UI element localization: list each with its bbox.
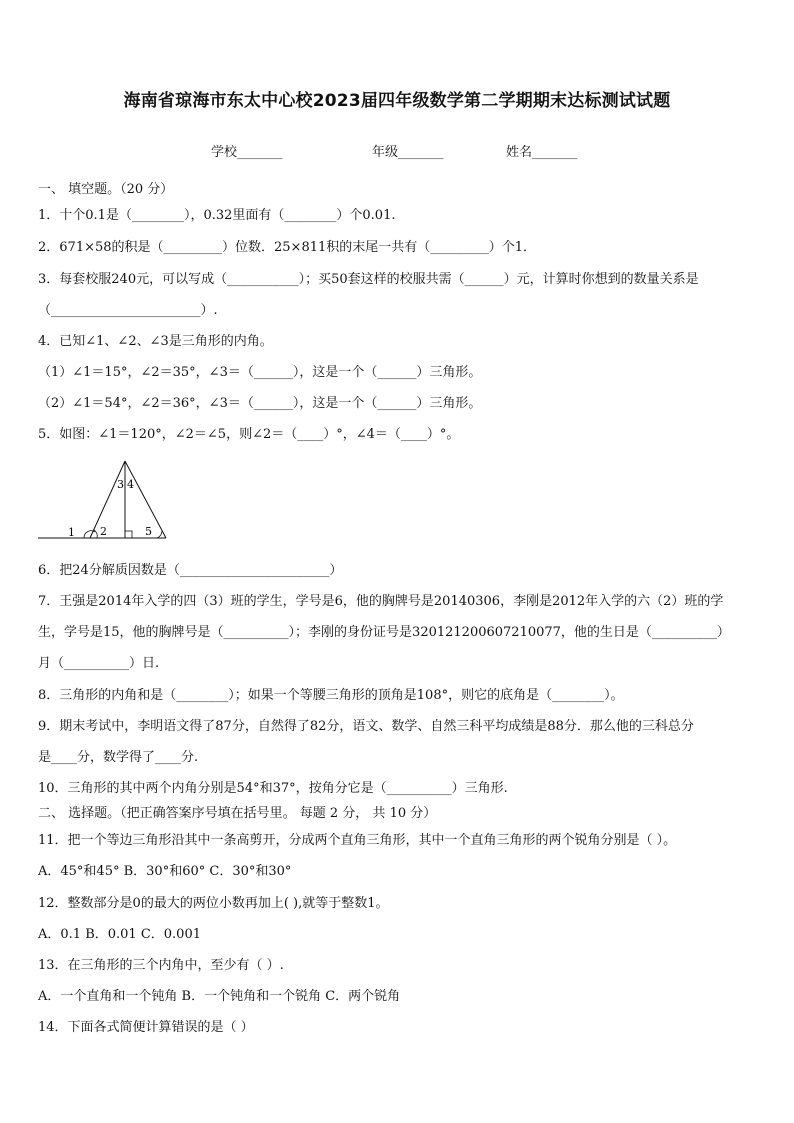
angle-1-label: 1 [68,526,75,539]
question-7-cont-2: 月（__________）日. [38,656,160,671]
question-13-options: A．一个直角和一个钝角 B．一个钝角和一个锐角 C．两个锐角 [38,989,401,1004]
question-12: 12．整数部分是0的最大的两位小数再加上( ),就等于整数1。 [38,896,389,911]
question-3: 3．每套校服240元，可以写成（___________）；买50套这样的校服共需（______）元，计算时你想到的数量关系是 [38,272,699,287]
angle-4-label: 4 [127,478,134,491]
page-title: 海南省琼海市东太中心校2023届四年级数学第二学期期末达标测试试题 [123,91,671,111]
question-9: 9．期末考试中，李明语文得了87分，自然得了82分，语文、数学、自然三科平均成绩是88分．那么他的三科总分 [38,719,694,734]
question-2: 2．671×58的积是（_________）位数．25×811积的末尾一共有（_________）个1． [38,240,537,255]
question-10: 10．三角形的其中两个内角分别是54°和37°，按角分它是（__________）三角形. [38,781,508,796]
question-4-part-2: （2）∠1＝54°，∠2＝36°，∠3＝（______），这是一个（______）三角形。 [38,396,482,411]
question-8: 8．三角形的内角和是（________）；如果一个等腰三角形的顶角是108°，则它的底角是（________）。 [38,688,624,703]
triangle-figure [38,458,178,544]
question-7: 7．王强是2014年入学的四（3）班的学生，学号是6，他的胸牌号是20140306，李刚是2012年入学的六（2）班的学 [38,594,724,609]
angle-2-label: 2 [100,525,107,538]
question-4: 4．已知∠1、∠2、∠3是三角形的内角。 [38,334,273,349]
question-12-options: A．0.1 B．0.01 C．0.001 [38,927,201,942]
grade-field: 年级_______ [372,145,444,160]
question-14: 14．下面各式简便计算错误的是（ ） [38,1020,254,1035]
question-7-cont-1: 生，学号是15，他的胸牌号是（__________）；李刚的身份证号是320121200607210077，他的生日是（__________） [38,625,730,640]
section-1-heading: 一、 填空题。（20 分） [38,182,174,197]
angle-5-label: 5 [145,525,152,538]
question-1: 1．十个0.1是（________），0.32里面有（________）个0.01. [38,208,396,223]
question-11-options: A．45°和45° B．30°和60° C．30°和30° [38,864,292,879]
question-11: 11．把一个等边三角形沿其中一条高剪开，分成两个直角三角形，其中一个直角三角形的两个锐角分别是（ ）。 [38,833,677,848]
section-2-heading: 二、 选择题。（把正确答案序号填在括号里。 每题 2 分， 共 10 分） [38,806,437,821]
question-4-part-1: （1）∠1＝15°，∠2＝35°，∠3＝（______），这是一个（______）三角形。 [38,365,482,380]
question-5: 5．如图：∠1＝120°，∠2＝∠5，则∠2＝（____）°，∠4＝（____）°。 [38,427,460,442]
question-3-cont: （_______________________）. [38,303,218,318]
angle-3-label: 3 [117,478,124,491]
question-13: 13．在三角形的三个内角中，至少有（ ）. [38,958,284,973]
question-6: 6．把24分解质因数是（_______________________） [38,563,343,578]
name-field: 姓名_______ [506,145,578,160]
school-field: 学校_______ [211,145,283,160]
question-9-cont: 是____分，数学得了____分. [38,750,199,765]
